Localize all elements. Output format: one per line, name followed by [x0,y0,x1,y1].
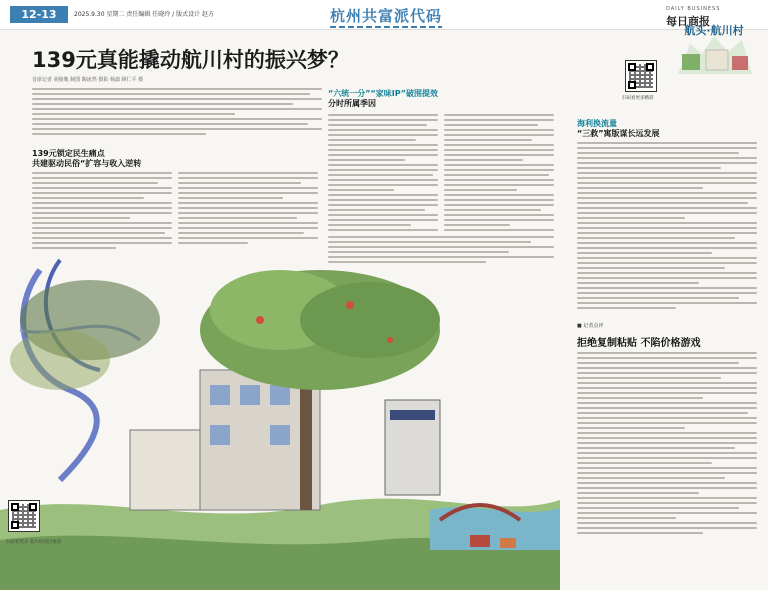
village-logo-icon [672,14,756,84]
section1-col1 [32,172,172,252]
section4-title: 拒绝复制粘贴 不陷价格游戏 [577,338,701,349]
section3-col [577,142,757,312]
intro-paragraph [32,88,322,138]
sidebar-note: 扫码看更多 航川村项目推荐 [6,540,62,545]
qr-caption: 扫码看更多精彩 [622,96,654,101]
section3-title-line2: “三救”寓版谋长远发展 [577,129,660,138]
section2-col2 [444,114,554,234]
section2-title-line2: 分时所属季因 [328,99,376,108]
commentary-marker: ■ 记者点评 [577,323,604,329]
logo-text: 航头·航川村 [684,24,744,37]
paper-name-cn: 每日商报 [666,15,710,28]
qr-code-icon[interactable] [8,500,40,532]
paper-name-en: DAILY BUSINESS [666,6,721,12]
headline: 139元真能撬动航川村的振兴梦？ [32,48,349,72]
page-number: 12-13 [10,6,68,23]
page-header [0,0,768,30]
column-title: 杭州共富派代码 [330,7,443,25]
section2-col1 [328,114,438,234]
section4-col [577,352,757,537]
section1-title: 139元锁定民生痛点 [32,149,105,158]
byline: 首席记者 胡俊胤 制图 陶冰然 摄影 杨凛 顾仁平 摄 [32,77,144,83]
section1-col2 [178,172,318,247]
section1-subtitle: 共建驱动民俗“扩容与收入逆转 [32,159,142,168]
section3-title-line1: 海利换流量 [577,119,617,128]
village-illustration [0,250,560,590]
section2-title-line1: “六统一分”“家味IP”破围提效 [328,89,439,98]
dateline: 2025.9.30 星期二 责任编辑 任晓玲 / 版式设计 赵方 [74,11,215,18]
qr-code-icon[interactable] [625,60,657,92]
